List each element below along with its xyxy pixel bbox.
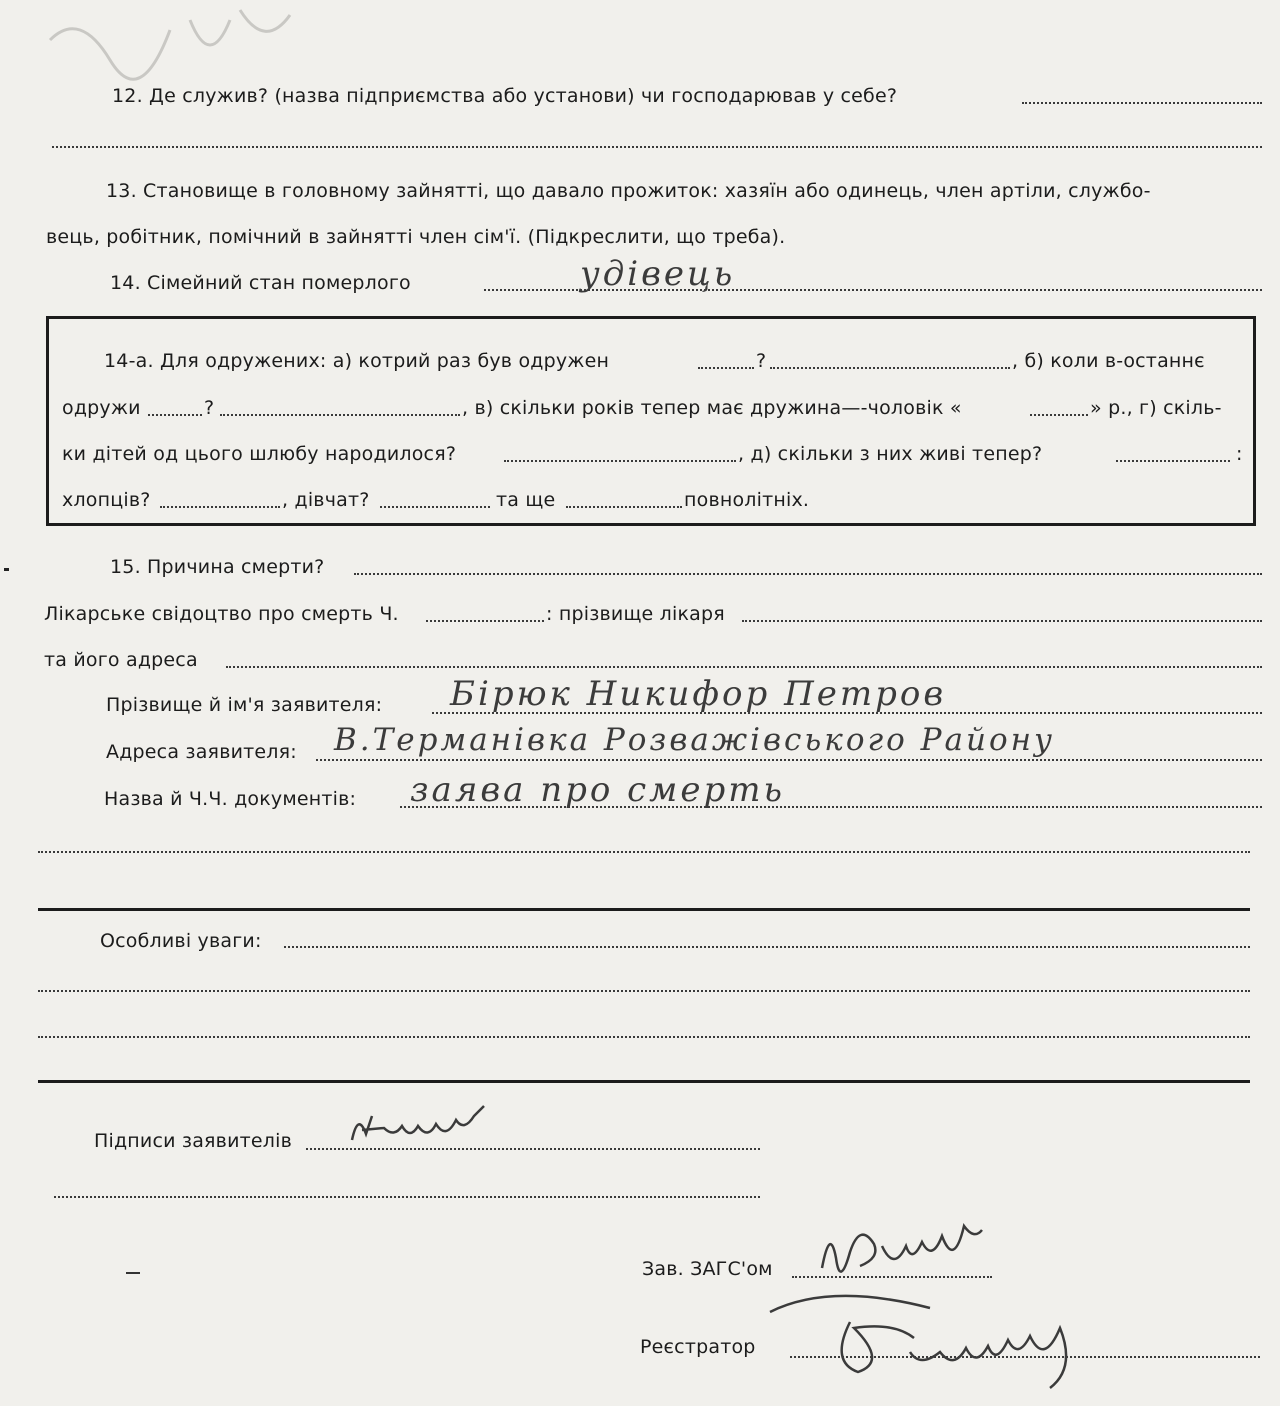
q12-label: 12. Де служив? (назва підприємства або установи) чи господарював у себе? [112,85,898,107]
q14a-colon: : [1236,443,1243,465]
applicant-address-field[interactable] [316,759,1262,761]
applicant-name-value: Бірюк Никифор Петров [450,674,947,714]
section-divider-1 [38,908,1250,911]
q15-field[interactable] [354,573,1262,575]
q14a-d-part: , д) скільки з них живі тепер? [738,443,1043,465]
zags-head-label: Зав. ЗАГС'ом [642,1258,773,1280]
q14a-times-field[interactable] [698,367,754,369]
stray-dash [126,1272,140,1274]
q14a-spouse-age-field[interactable] [1030,414,1088,416]
q14a-box [46,316,1256,526]
q12-field-line2[interactable] [52,146,1262,148]
q14a-more-field[interactable] [566,506,682,508]
applicant-extra-line[interactable] [38,851,1250,853]
q14a-line3-start: ки дітей од цього шлюбу народилося? [62,443,457,465]
q14a-c-end: » р., г) скіль- [1090,397,1222,419]
q14a-when-field[interactable] [148,414,202,416]
q14a-line1: 14-а. Для одружених: а) котрий раз був одружен [104,350,610,372]
notes-field-2[interactable] [38,990,1250,992]
notes-field-3[interactable] [38,1036,1250,1038]
q14a-c-part: , в) скільки років тепер має дружина—-чоловік « [462,397,962,419]
registrar-signature [760,1282,1180,1402]
q14a-when-field-2[interactable] [220,414,460,416]
q15-doctor-field[interactable] [742,620,1262,622]
applicant-signature [344,1104,524,1154]
applicant-signatures-label: Підписи заявителів [94,1130,293,1152]
applicant-address-label: Адреса заявителя: [106,741,297,763]
q14-handwritten-value: удівець [580,254,736,294]
q15-label: 15. Причина смерти? [110,556,325,578]
applicant-docs-value: заява про смерть [410,770,786,810]
q14a-children-field[interactable] [504,460,736,462]
registrar-label: Реєстратор [640,1336,756,1358]
q12-field[interactable] [1022,102,1262,104]
q15-doctor-label: : прізвище лікаря [546,603,725,625]
zags-head-signature [816,1220,1006,1290]
q14a-adults-label: повнолітніх. [684,489,810,511]
q14-label: 14. Сімейний стан померлого [110,272,411,294]
q15-cert-field[interactable] [426,620,544,622]
q15-address-label: та його адреса [44,649,198,671]
notes-label: Особливі уваги: [100,930,262,952]
applicant-signature-field-2[interactable] [54,1196,760,1198]
q14a-qmark1: ? [756,350,767,372]
notes-field-1[interactable] [284,946,1250,948]
q14a-alive-field[interactable] [1116,460,1230,462]
q13-line2: вець, робітник, помічний в зайнятті член сім'ї. (Підкреслити, що треба). [46,226,786,248]
applicant-address-value: В.Терманівка Розважівського Району [334,722,1056,758]
q15-cert-label: Лікарське свідоцтво про смерть Ч. [44,603,399,625]
q14a-boys-field[interactable] [160,506,280,508]
q14a-line4-start: хлопців? [62,489,151,511]
stray-dot [4,568,9,571]
applicant-name-label: Прізвище й ім'я заявителя: [106,694,383,716]
q14a-line2-start: одружи [62,397,141,419]
q13-line1: 13. Становище в головному зайнятті, що давало прожиток: хазяїн або одинець, член артіли, службо- [106,180,1151,202]
q15-address-field[interactable] [226,666,1262,668]
q14a-girls-label: , дівчат? [282,489,370,511]
q14a-qmark2: ? [204,397,215,419]
q14a-girls-field[interactable] [380,506,490,508]
section-divider-2 [38,1080,1250,1083]
q14a-b-part: , б) коли в-останнє [1012,350,1205,372]
q14a-more-label: та ще [496,489,556,511]
q14a-times-field-2[interactable] [770,367,1010,369]
applicant-docs-label: Назва й Ч.Ч. документів: [104,788,357,810]
